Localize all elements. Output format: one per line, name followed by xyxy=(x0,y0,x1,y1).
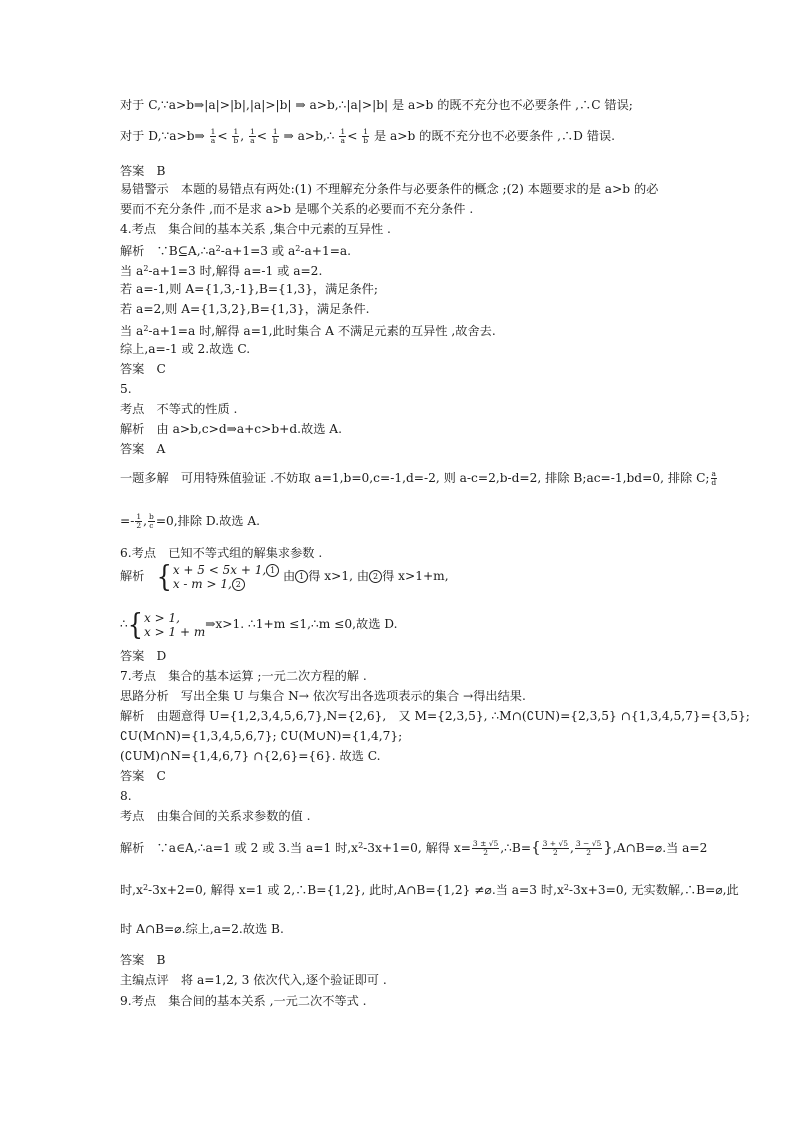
text-line: 解析 { x + 5 < 5x + 1, 1 x - m > 1, 2 由 1 得 x>1, 由 2 得 x>1+m, xyxy=(120,559,449,594)
circled-number: 2 xyxy=(369,570,382,583)
text-line: 思路分析 写出全集 U 与集合 N→ 依次写出各选项表示的集合 →得出结果. xyxy=(120,689,526,703)
answer-line: 答案 B xyxy=(120,164,166,178)
circled-number: 1 xyxy=(266,564,279,577)
question-heading: 9.考点 集合间的基本关系 ,一元二次不等式 . xyxy=(120,994,367,1008)
text-line: 若 a=-1,则 A={1,3,-1},B={1,3}，满足条件; xyxy=(120,282,378,296)
fraction: $\frac{1}{a}$ xyxy=(340,127,346,145)
fraction: $\frac{3 - √5}{2}$ xyxy=(575,839,602,857)
answer-line: 答案 C xyxy=(120,362,166,376)
text-line: 解析 由题意得 U={1,2,3,4,5,6,7},N={2,6}, 又 M={2,3,5}, ∴M∩(∁UN)={2,3,5} ∩{1,3,4,5,7}={3,5}; xyxy=(120,709,750,723)
brace-icon: { xyxy=(127,607,144,642)
question-number: 5. xyxy=(120,382,132,396)
text-line: 若 a=2,则 A={1,3,2},B={1,3}，满足条件. xyxy=(120,302,370,316)
fraction: $\frac{1}{b}$ xyxy=(233,127,239,145)
answer-line: 答案 B xyxy=(120,953,166,967)
text-line: 综上,a=-1 或 2.故选 C. xyxy=(120,342,251,356)
circled-number: 2 xyxy=(232,578,245,591)
text-line: ∴{ x > 1, x > 1 + m ⇒x>1. ∴1+m ≤1,∴m ≤0,故选 D. xyxy=(120,607,398,642)
text-line: ∁U(M∩N)={1,3,4,5,6,7}; ∁U(M∪N)={1,4,7}; xyxy=(120,729,403,743)
text-line: 解析 由 a>b,c>d⇒a+c>b+d.故选 A. xyxy=(120,422,342,436)
question-heading: 7.考点 集合的基本运算 ;一元二次方程的解 . xyxy=(120,669,367,683)
text-line: 时$,x^2-3x+2=0$, 解得 x=1 或 2,∴B={1,2}, 此时,A∩B={1,2} ≠⌀.当 a=3 时$,x^2-3x+3=0$, 无实数解,∴B=⌀,此 xyxy=(120,883,739,897)
fraction: $\frac{1}{a}$ xyxy=(250,127,255,145)
text-line: 解析 ∵a∈A,∴a=1 或 2 或 3.当 a=1 时$,x^2-3x+1=0$, 解得 x= $\frac{3 \pm √5}{2}$ ,∴B={ $\frac{3 + √5}{2}$ , $\frac{3 - √5}{2}$ },A∩B=⌀.当 a=2 xyxy=(120,838,708,857)
inequality-system: x + 5 < 5x + 1, 1 x - m > 1, 2 xyxy=(173,563,279,591)
brace-icon: { xyxy=(156,559,172,594)
answer-line: 答案 A xyxy=(120,442,166,456)
question-heading: 4.考点 集合间的基本关系 ,集合中元素的互异性 . xyxy=(120,222,391,236)
text-line: 主编点评 将 a=1,2, 3 依次代入,逐个验证即可 . xyxy=(120,973,387,987)
text-line: 对于 D,∵a>b⇒ $\frac{1}{a}$ < $\frac{1}{b}$ , $\frac{1}{a}$ < $\frac{1}{b}$ ⇒ a>b,∴ $\frac{1}{a}$ < $\frac{1}{b}$ 是 a>b 的既不充分也不必要条件 ,∴D 错误. xyxy=(120,127,616,145)
text-line: 时 A∩B=⌀.综上,a=2.故选 B. xyxy=(120,922,284,936)
fraction: $\frac{3 \pm √5}{2}$ xyxy=(472,839,499,857)
fraction: $\frac{3 + √5}{2}$ xyxy=(542,839,569,857)
fraction: $\frac{b}{c}$ xyxy=(149,512,154,530)
text-line: 要而不充分条件 ,而不是求 a>b 是哪个关系的必要而不充分条件 . xyxy=(120,202,474,216)
text-line: 一题多解 可用特殊值验证 .不妨取 a=1,b=0,c=-1,d=-2, 则 a-c=2,b-d=2, 排除 B;ac=-1,bd=0, 排除 C; $\frac{a}{d}$ xyxy=(120,469,717,487)
inequality-system: x > 1, x > 1 + m xyxy=(144,610,206,639)
fraction: $\frac{1}{b}$ xyxy=(363,127,369,145)
text-line: 易错警示 本题的易错点有两处:(1) 不理解充分条件与必要条件的概念 ;(2) 本题要求的是 a>b 的必 xyxy=(120,182,659,196)
text-line: (∁UM)∩N={1,4,6,7} ∩{2,6}={6}. 故选 C. xyxy=(120,749,381,763)
fraction: $\frac{1}{a}$ xyxy=(210,127,216,145)
text-line: 解析 $\because B⊆A,\therefore a^2-a+1=3$ 或 $a^2-a+1=a$. xyxy=(120,244,352,258)
circled-number: 1 xyxy=(295,570,308,583)
question-heading: 考点 不等式的性质 . xyxy=(120,402,238,416)
text-line: 当 $a^2-a+1=a$ 时,解得 a=1,此时集合 A 不满足元素的互异性 ,故舍去. xyxy=(120,324,496,338)
text-line: =- $\frac{1}{2}$ , $\frac{b}{c}$ =0,排除 D.故选 A. xyxy=(120,512,261,530)
text-line: 对于 C,∵a>b⇒|a|>|b|,|a|>|b| ⇒ a>b,∴|a|>|b| 是 a>b 的既不充分也不必要条件 ,∴C 错误; xyxy=(120,98,633,112)
fraction: $\frac{1}{b}$ xyxy=(272,127,278,145)
text-line: 当 $a^2-a+1=3$ 时,解得 a=-1 或 a=2. xyxy=(120,264,323,278)
question-heading: 考点 由集合间的关系求参数的值 . xyxy=(120,809,311,823)
answer-line: 答案 D xyxy=(120,649,167,663)
question-heading: 6.考点 已知不等式组的解集求参数 . xyxy=(120,546,323,560)
question-number: 8. xyxy=(120,789,132,803)
answer-line: 答案 C xyxy=(120,769,166,783)
fraction: $\frac{1}{2}$ xyxy=(136,512,142,530)
fraction: $\frac{a}{d}$ xyxy=(711,469,717,487)
